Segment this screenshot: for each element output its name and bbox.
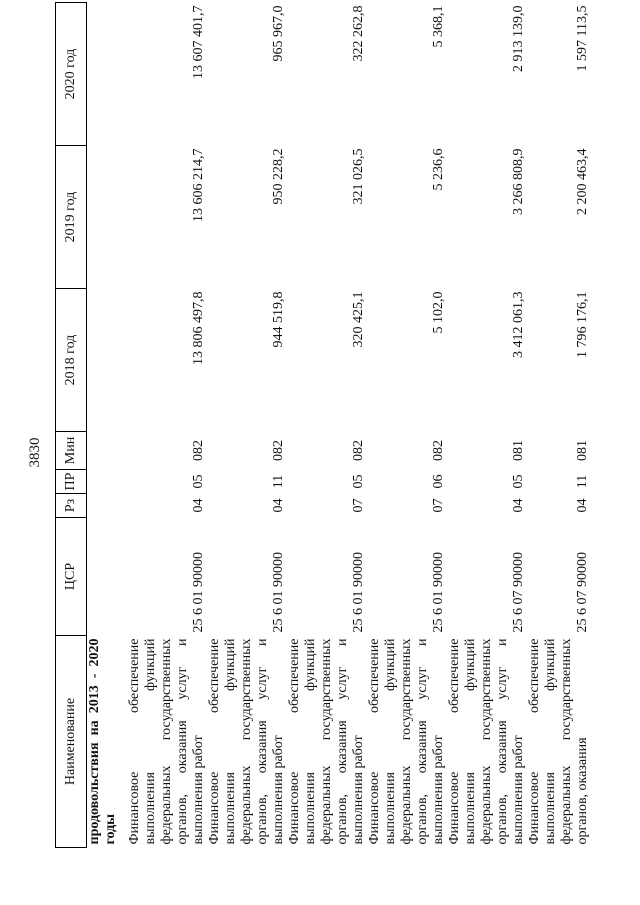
row-2020: 5 368,1 <box>431 5 446 48</box>
row-pr: 06 <box>431 474 446 489</box>
row-rz: 04 <box>511 498 526 513</box>
table-row <box>367 3 447 848</box>
row-name: Финансовое обеспечение выполнения функций федеральных государственных органов, оказания услуг и выполнения работ <box>207 638 286 845</box>
header-rz: Рз <box>56 494 87 518</box>
table-header-row <box>56 3 87 848</box>
header-2020: 2020 год <box>56 3 87 146</box>
header-csr: ЦСР <box>56 518 87 636</box>
table-row <box>207 3 287 848</box>
row-2019: 321 026,5 <box>351 148 366 205</box>
row-rz: 04 <box>271 498 286 513</box>
row-2018: 1 796 176,1 <box>575 291 590 358</box>
row-pr: 11 <box>575 474 590 489</box>
header-name: Наименование <box>56 636 87 848</box>
row-2018: 944 519,8 <box>271 291 286 348</box>
row-name: Финансовое обеспечение выполнения функций федеральных государственных органов, оказания <box>527 638 590 845</box>
row-csr: 25 6 07 90000 <box>575 552 590 633</box>
row-2018: 320 425,1 <box>351 291 366 348</box>
row-min: 082 <box>351 440 366 461</box>
row-csr: 25 6 07 90000 <box>511 552 526 633</box>
row-name: Финансовое обеспечение выполнения функций федеральных государственных органов, оказания услуг и выполнения работ <box>447 638 526 845</box>
row-pr: 05 <box>511 474 526 489</box>
row-2019: 13 606 214,7 <box>191 148 206 222</box>
row-rz: 04 <box>575 498 590 513</box>
row-pr: 05 <box>351 474 366 489</box>
header-2019: 2019 год <box>56 146 87 289</box>
row-2019: 950 228,2 <box>271 148 286 205</box>
row-pr: 11 <box>271 474 286 489</box>
row-name: Финансовое обеспечение выполнения функций федеральных государственных органов, оказания услуг и выполнения работ <box>127 638 206 845</box>
row-2018: 13 806 497,8 <box>191 291 206 365</box>
header-2018: 2018 год <box>56 289 87 432</box>
row-csr: 25 6 01 90000 <box>431 552 446 633</box>
row-rz: 07 <box>351 498 366 513</box>
row-rz: 07 <box>431 498 446 513</box>
row-min: 081 <box>575 440 590 461</box>
table-row <box>127 3 207 848</box>
row-min: 081 <box>511 440 526 461</box>
row-csr: 25 6 01 90000 <box>271 552 286 633</box>
row-2020: 13 607 401,7 <box>191 5 206 79</box>
row-min: 082 <box>191 440 206 461</box>
row-min: 082 <box>271 440 286 461</box>
header-min: Мин <box>56 432 87 470</box>
row-2019: 5 236,6 <box>431 148 446 191</box>
budget-table <box>55 2 591 848</box>
section-title: продовольствия на 2013 - 2020 годы <box>87 638 118 845</box>
row-pr: 05 <box>191 474 206 489</box>
row-2020: 2 913 139,0 <box>511 5 526 72</box>
header-pr: ПР <box>56 470 87 494</box>
row-rz: 04 <box>191 498 206 513</box>
row-min: 082 <box>431 440 446 461</box>
row-2020: 322 262,8 <box>351 5 366 62</box>
section-row <box>87 3 128 848</box>
table-row <box>527 3 591 848</box>
row-2020: 1 597 113,5 <box>575 5 590 72</box>
page-number: 3830 <box>27 437 43 468</box>
row-2018: 3 412 061,3 <box>511 291 526 358</box>
row-name: Финансовое обеспечение выполнения функций федеральных государственных органов, оказания услуг и выполнения работ <box>287 638 366 845</box>
table-row <box>287 3 367 848</box>
row-name: Финансовое обеспечение выполнения функций федеральных государственных органов, оказания услуг и выполнения работ <box>367 638 446 845</box>
row-2019: 3 266 808,9 <box>511 148 526 215</box>
row-2020: 965 967,0 <box>271 5 286 62</box>
row-csr: 25 6 01 90000 <box>191 552 206 633</box>
row-csr: 25 6 01 90000 <box>351 552 366 633</box>
row-2019: 2 200 463,4 <box>575 148 590 215</box>
row-2018: 5 102,0 <box>431 291 446 334</box>
table-row <box>447 3 527 848</box>
